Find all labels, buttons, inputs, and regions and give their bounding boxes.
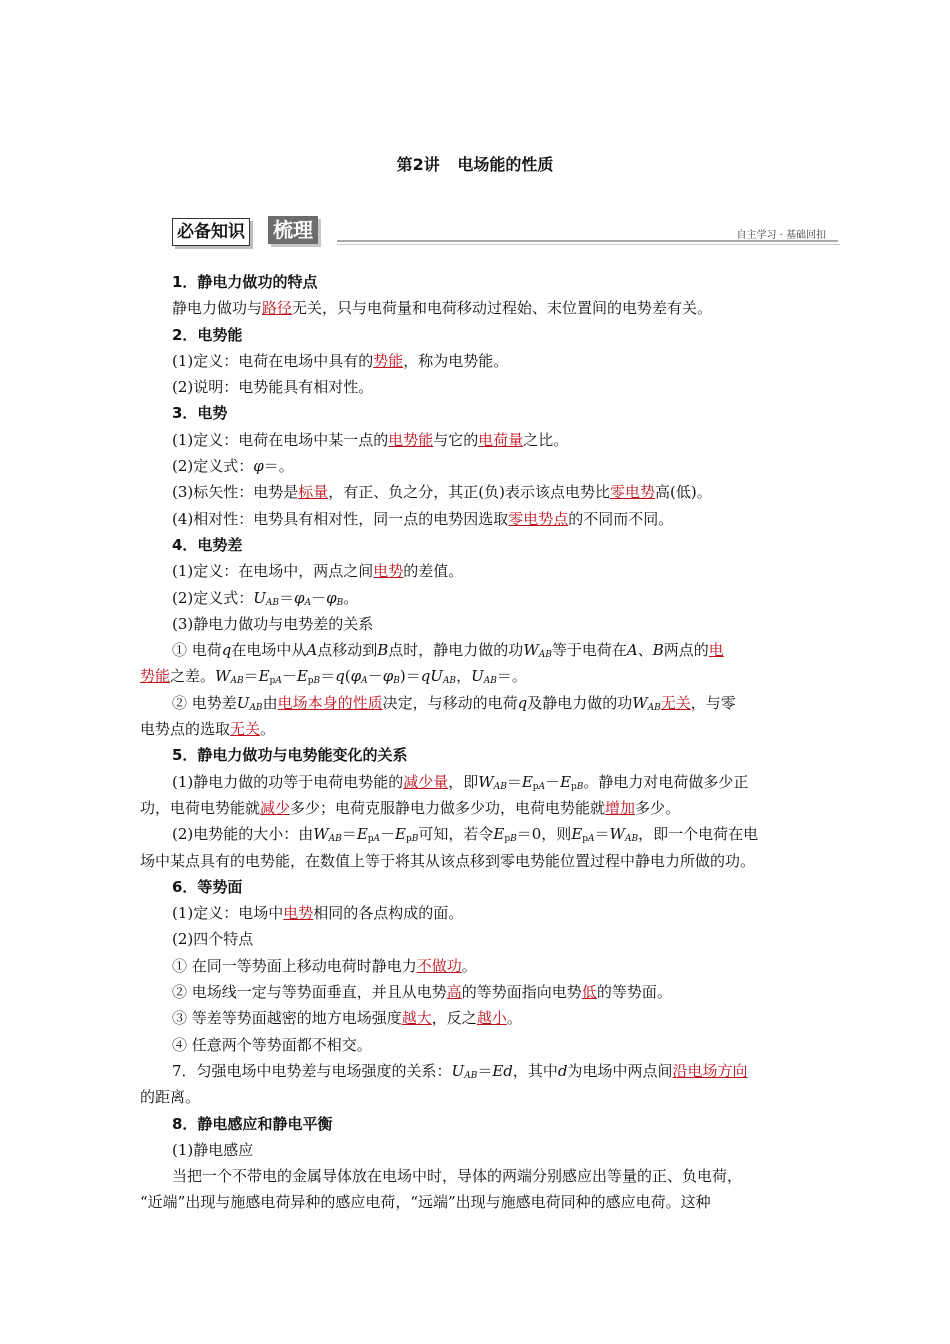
- content-body: [140, 269, 812, 1216]
- section-heading-2: 2．电势能: [172, 325, 243, 344]
- answer-blank: 不做功: [416, 956, 462, 975]
- answer-blank: 电场本身的性质: [277, 693, 383, 712]
- paragraph-line: (4)相对性：电势具有相对性，同一点的电势因选取零电势点的不同而不同。: [172, 509, 674, 528]
- paragraph-line: (2)定义式：$U_{AB}=\varphi_A-\varphi_B$。: [172, 588, 359, 608]
- banner-label-a: 必备知识: [172, 218, 250, 246]
- paragraph-line: 功，电荷电势能就减少多少；电荷克服静电力做多少功，电荷电势能就增加多少。: [140, 798, 681, 817]
- answer-blank: 减少量: [403, 772, 449, 791]
- paragraph-line: 场中某点具有的电势能，在数值上等于将其从该点移到零电势能位置过程中静电力所做的功。: [140, 851, 756, 870]
- lecture-number: 第2讲: [396, 155, 440, 174]
- answer-blank: 电: [708, 641, 724, 660]
- section-heading-4: 4．电势差: [172, 535, 243, 554]
- banner-label-b: 梳理: [268, 216, 318, 244]
- answer-blank: 增加: [605, 798, 636, 817]
- paragraph-line: 的距离。: [140, 1088, 201, 1107]
- section-heading-8: 8．静电感应和静电平衡: [172, 1114, 333, 1133]
- answer-blank: 无关: [660, 693, 691, 712]
- answer-blank: 零电势点: [508, 509, 569, 528]
- banner-subtitle: 自主学习 · 基础回扣: [736, 230, 826, 241]
- paragraph-line: ③ 等差等势面越密的地方电场强度越大，反之越小。: [172, 1009, 522, 1028]
- paragraph-line: 势能之差。$W_{AB}=E_{pA}-E_{pB}=q(\varphi_A-\varphi_B)=qU_{AB}$，$U_{AB}=$。: [140, 667, 527, 687]
- lecture-topic: 电场能的性质: [457, 155, 554, 174]
- paragraph-line: (2)四个特点: [172, 930, 254, 949]
- section-heading-3: 3．电势: [172, 404, 228, 423]
- answer-blank: 势能: [140, 667, 171, 686]
- paragraph-line: ① 在同一等势面上移动电荷时静电力不做功。: [172, 956, 477, 975]
- paragraph-line: “近端”出现与施感电荷异种的感应电荷，“远端”出现与施感电荷同种的感应电荷。这种: [140, 1193, 711, 1212]
- banner-rule-thin: [337, 244, 840, 245]
- answer-blank: 路径: [262, 299, 293, 318]
- paragraph-line: ① 电荷q在电场中从A点移动到B点时，静电力做的功$W_{AB}$等于电荷在A、B两点的电: [172, 641, 724, 661]
- paragraph-line: (2)电势能的大小：由$W_{AB}=E_{pA}-E_{pB}$可知，若令$E_{pB}=0$，则$E_{pA}=W_{AB}$，即一个电荷在电: [172, 825, 759, 845]
- answer-blank: 电势: [373, 562, 404, 581]
- answer-blank: 低: [581, 983, 597, 1002]
- answer-blank: 电荷量: [478, 430, 524, 449]
- page-title: [0, 152, 950, 175]
- paragraph-line: (1)静电感应: [172, 1140, 254, 1159]
- paragraph-line: (2)定义式：φ＝。: [172, 457, 294, 476]
- paragraph-line: ④ 任意两个等势面都不相交。: [172, 1035, 372, 1054]
- answer-blank: 减少: [260, 798, 291, 817]
- answer-blank: 标量: [298, 483, 329, 502]
- paragraph-line: 电势点的选取无关。: [140, 720, 276, 739]
- paragraph-line: (1)定义：在电场中，两点之间电势的差值。: [172, 562, 464, 581]
- section-heading-6: 6．等势面: [172, 877, 243, 896]
- answer-blank: 越大: [401, 1009, 432, 1028]
- paragraph-line: 当把一个不带电的金属导体放在电场中时，导体的两端分别感应出等量的正、负电荷，: [172, 1167, 743, 1186]
- answer-blank: 沿电场方向: [672, 1061, 748, 1080]
- paragraph-line: ② 电势差$U_{AB}$由电场本身的性质决定，与移动的电荷q及静电力做的功$W_{AB}$无关，与零: [172, 693, 736, 713]
- answer-blank: 零电势: [609, 483, 655, 502]
- paragraph-line: (3)静电力做功与电势差的关系: [172, 614, 374, 633]
- paragraph-line: ② 电场线一定与等势面垂直，并且从电势高的等势面指向电势低的等势面。: [172, 983, 672, 1002]
- paragraph-line: (1)静电力做的功等于电荷电势能的减少量，即$W_{AB}=E_{pA}-E_{pB}$。静电力对电荷做多少正: [172, 772, 749, 792]
- section-banner: [172, 216, 840, 246]
- answer-blank: 电势能: [388, 430, 434, 449]
- section-heading-1: 1．静电力做功的特点: [172, 273, 318, 291]
- paragraph-line: 7．匀强电场中电势差与电场强度的关系：$U_{AB}=Ed$，其中d为电场中两点间沿电场方向: [172, 1061, 748, 1081]
- answer-blank: 电势: [283, 904, 314, 923]
- section-heading-5: 5．静电力做功与电势能变化的关系: [172, 746, 408, 765]
- paragraph-line: (1)定义：电场中电势相同的各点构成的面。: [172, 904, 464, 923]
- answer-blank: 高: [446, 983, 462, 1002]
- answer-blank: 势能: [373, 351, 404, 370]
- paragraph-line: 静电力做功与路径无关，只与电荷量和电荷移动过程始、末位置间的电势差有关。: [172, 299, 713, 318]
- paragraph-line: (2)说明：电势能具有相对性。: [172, 378, 374, 397]
- paragraph-line: (1)定义：电荷在电场中某一点的电势能与它的电荷量之比。: [172, 430, 569, 449]
- paragraph-line: (3)标矢性：电势是标量，有正、负之分，其正(负)表示该点电势比零电势高(低)。: [172, 483, 712, 502]
- answer-blank: 无关: [230, 720, 261, 739]
- answer-blank: 越小: [476, 1009, 507, 1028]
- paragraph-line: (1)定义：电荷在电场中具有的势能，称为电势能。: [172, 351, 509, 370]
